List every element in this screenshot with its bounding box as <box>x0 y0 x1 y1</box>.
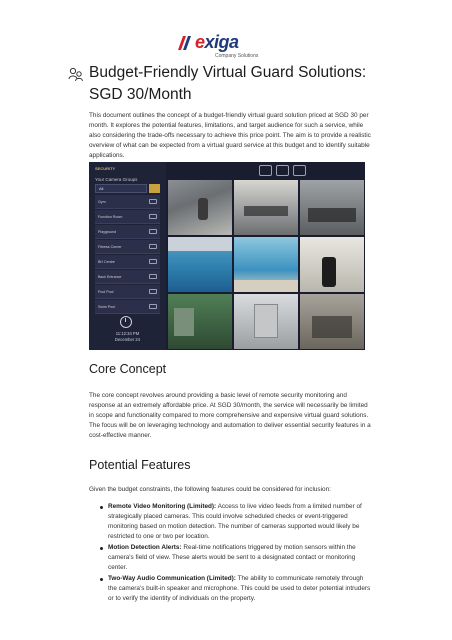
page-title: Budget-Friendly Virtual Guard Solutions: SGD 30/Month <box>89 64 367 103</box>
camera-group-select: All <box>95 184 147 193</box>
features-intro: Given the budget constraints, the following features could be considered for inclusion: <box>89 486 331 493</box>
core-concept-heading: Core Concept <box>89 362 167 376</box>
camera-list-item: Fitness Corner <box>95 240 160 254</box>
camera-feed-grid <box>168 180 363 348</box>
camera-icon <box>149 199 157 204</box>
camera-feed <box>300 237 364 292</box>
camera-icon <box>149 229 157 234</box>
cctv-dashboard-image <box>89 162 365 350</box>
home-icon <box>259 165 272 176</box>
grid-view-icon <box>276 165 289 176</box>
camera-list-item: Back Entrance <box>95 270 160 284</box>
camera-icon <box>149 214 157 219</box>
camera-icon <box>149 304 157 309</box>
camera-list-item: Swim Pool <box>95 300 160 314</box>
list-item: Remote Video Monitoring (Limited): Access to live video feeds from a limited number of strategically placed cameras. This could involve scheduled checks or event-triggered monitoring based on motion detection. The number of cameras supported would likely be restricted to one or two per location. <box>100 502 372 542</box>
list-item: Motion Detection Alerts: Real-time notifications triggered by motion sensors within the camera's field of view. These alerts would be sent to a designated contact or monitoring center. <box>100 543 372 573</box>
camera-icon <box>149 259 157 264</box>
fullscreen-icon <box>293 165 306 176</box>
camera-icon <box>149 244 157 249</box>
brand-logo <box>178 34 278 64</box>
features-list <box>100 502 372 605</box>
dashboard-date: December 24 <box>114 337 141 342</box>
camera-feed <box>300 180 364 235</box>
dashboard-logo: SECURITY <box>95 166 116 171</box>
power-icon <box>120 316 132 328</box>
guards-icon <box>68 66 84 82</box>
camera-list-item: Pool Pool <box>95 285 160 299</box>
core-concept-paragraph: The core concept revolves around providing a basic level of remote security monitoring and response at an extremely affordable price. At SGD 30/month, the service will necessarily be limited in scope and functionality compared to more comprehensive and expensive virtual guard solutions. The focus will be on leveraging technology and automation to deliver essential security features in a cost-effective manner. <box>89 392 371 439</box>
logo-tagline: Company Solutions <box>215 53 259 59</box>
camera-groups-label: Your Camera Groups <box>95 177 138 182</box>
camera-feed <box>234 237 298 292</box>
camera-icon <box>149 289 157 294</box>
search-icon <box>149 184 160 193</box>
camera-list-item: Playground <box>95 225 160 239</box>
dashboard-sidebar <box>89 162 166 350</box>
camera-feed <box>300 294 364 349</box>
camera-feed <box>234 294 298 349</box>
camera-list-item: BH Centre <box>95 255 160 269</box>
camera-feed <box>168 237 232 292</box>
camera-icon <box>149 274 157 279</box>
camera-feed <box>168 294 232 349</box>
features-heading: Potential Features <box>89 458 191 472</box>
dashboard-time: 11:12:34 PM <box>115 331 140 336</box>
intro-paragraph: This document outlines the concept of a budget-friendly virtual guard solution priced at SGD 30 per month. It explores the potential features, limitations, and target audience for such a service, while also considering the trade-offs necessary to achieve this price point. The aim is to provide a realistic overview of what can be expected from a virtual guard service at this budget and to identify suitable applications. <box>89 112 371 159</box>
camera-feed <box>168 180 232 235</box>
list-item: Two-Way Audio Communication (Limited): The ability to communicate remotely through the camera's built-in speaker and microphone. This could be used to deter potential intruders or to verify the identity of individuals on the property. <box>100 574 372 604</box>
camera-feed <box>234 180 298 235</box>
camera-list-item: Gym <box>95 195 160 209</box>
logo-wordmark: exiga <box>195 32 239 52</box>
camera-list-item: Function Room <box>95 210 160 224</box>
logo-mark-icon <box>178 36 194 50</box>
